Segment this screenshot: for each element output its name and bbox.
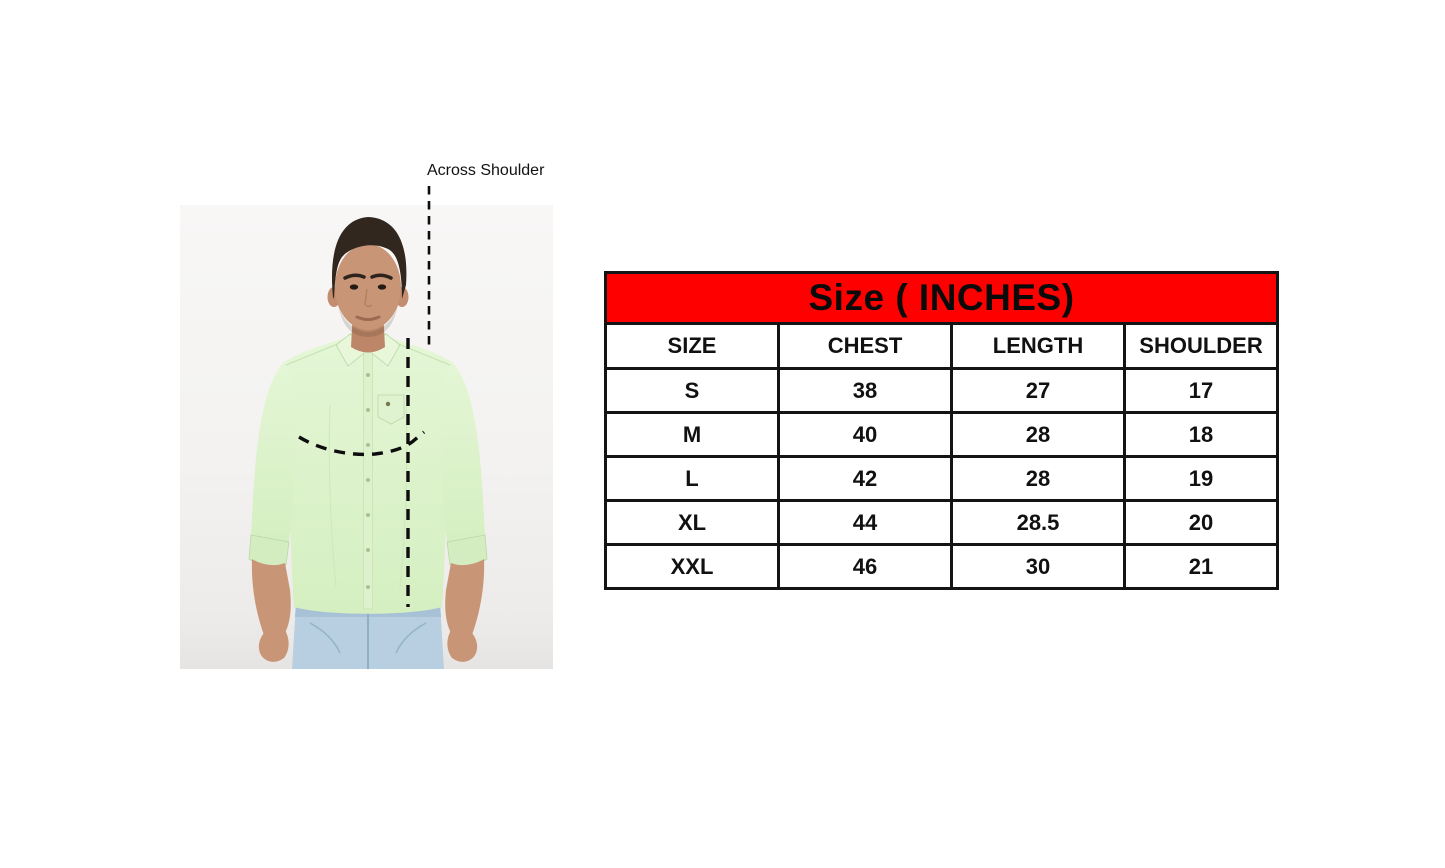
pocket-button [386, 402, 390, 406]
table-row-l [606, 457, 1278, 501]
size-table [604, 271, 1279, 590]
across-shoulder-label: Across Shoulder [427, 162, 545, 179]
table-header-row [606, 324, 1278, 369]
eye-left [350, 284, 358, 289]
cell-length: 30 [952, 545, 1125, 589]
face [335, 244, 401, 330]
cell-shoulder: 21 [1125, 545, 1278, 589]
model-illustration [180, 205, 553, 669]
model-photo [180, 205, 553, 669]
cell-size: L [606, 457, 779, 501]
cell-size: XXL [606, 545, 779, 589]
shirt [283, 329, 453, 614]
cell-chest: 44 [779, 501, 952, 545]
table-row-xxl [606, 545, 1278, 589]
column-header-length: LENGTH [952, 324, 1125, 369]
cell-length: 28.5 [952, 501, 1125, 545]
column-header-size: SIZE [606, 324, 779, 369]
column-header-shoulder: SHOULDER [1125, 324, 1278, 369]
cell-shoulder: 20 [1125, 501, 1278, 545]
cell-size: M [606, 413, 779, 457]
column-header-chest: CHEST [779, 324, 952, 369]
eye-right [378, 284, 386, 289]
cell-shoulder: 17 [1125, 369, 1278, 413]
table-title-row [606, 273, 1278, 324]
cell-length: 28 [952, 413, 1125, 457]
table-row-xl [606, 501, 1278, 545]
cell-shoulder: 18 [1125, 413, 1278, 457]
cell-chest: 46 [779, 545, 952, 589]
cell-length: 28 [952, 457, 1125, 501]
head [328, 217, 409, 353]
cell-shoulder: 19 [1125, 457, 1278, 501]
cell-chest: 42 [779, 457, 952, 501]
table-row-s [606, 369, 1278, 413]
cell-size: S [606, 369, 779, 413]
cell-size: XL [606, 501, 779, 545]
table-row-m [606, 413, 1278, 457]
cell-chest: 38 [779, 369, 952, 413]
cell-chest: 40 [779, 413, 952, 457]
cell-length: 27 [952, 369, 1125, 413]
size-table-title: Size ( INCHES) [606, 273, 1278, 324]
chest-pocket [378, 395, 404, 424]
